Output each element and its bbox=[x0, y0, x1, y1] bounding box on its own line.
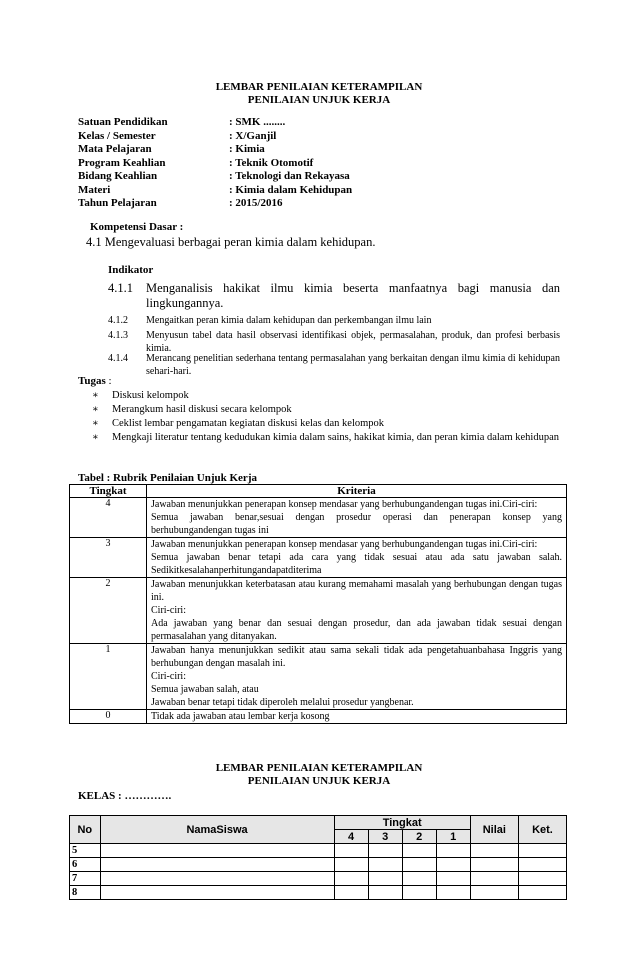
asterisk-bullet-icon: ∗ bbox=[92, 418, 99, 429]
ket-cell[interactable] bbox=[518, 886, 566, 900]
asterisk-bullet-icon: ∗ bbox=[92, 404, 99, 415]
row-number-cell: 8 bbox=[70, 886, 101, 900]
nilai-cell[interactable] bbox=[470, 844, 518, 858]
tingkat-cell[interactable] bbox=[436, 858, 470, 872]
kriteria-line: Semua jawaban benar,sesuai dengan prosedur operasi dan penerapan konsep yang berhubungandengan tugas ini bbox=[151, 512, 562, 536]
tingkat-cell[interactable] bbox=[436, 886, 470, 900]
info-label: Tahun Pelajaran bbox=[78, 197, 157, 209]
kriteria-cell bbox=[147, 578, 567, 644]
tingkat-cell[interactable] bbox=[334, 872, 368, 886]
info-label: Kelas / Semester bbox=[78, 129, 156, 142]
indikator-text: Menganalisis hakikat ilmu kimia beserta manfaatnya bagi manusia dan lingkungannya. bbox=[146, 281, 560, 310]
tingkat-cell: 2 bbox=[70, 578, 147, 644]
kriteria-line: Jawaban hanya menunjukkan sedikit atau sama sekali tidak ada pengetahuanbahasa Inggris yang berhubungan dengan masalah ini. bbox=[151, 645, 562, 669]
kriteria-line: Semua jawaban salah, atau bbox=[151, 684, 259, 695]
indikator-number: 4.1.1 bbox=[108, 281, 133, 295]
indikator-number: 4.1.2 bbox=[108, 315, 128, 326]
tugas-label-text: Tugas bbox=[78, 375, 106, 387]
tingkat-cell: 4 bbox=[70, 498, 147, 538]
ket-cell[interactable] bbox=[518, 844, 566, 858]
row-number-cell: 6 bbox=[70, 858, 101, 872]
table-row bbox=[70, 886, 567, 900]
kriteria-line: Jawaban benar tetapi tidak diperoleh melalui prosedur yangbenar. bbox=[151, 697, 414, 708]
info-value: : SMK ........ bbox=[229, 116, 286, 128]
info-label: Bidang Keahlian bbox=[78, 170, 158, 182]
info-row-satuan bbox=[78, 116, 352, 130]
ket-cell[interactable] bbox=[518, 872, 566, 886]
info-row-tahun bbox=[78, 197, 352, 211]
info-label: Materi bbox=[78, 183, 111, 196]
info-value: : Kimia dalam Kehidupan bbox=[229, 183, 353, 196]
info-value: : Teknik Otomotif bbox=[229, 156, 314, 169]
indikator-number: 4.1.4 bbox=[108, 353, 128, 364]
kompetensi-text: 4.1 Mengevaluasi berbagai peran kimia dalam kehidupan. bbox=[86, 235, 376, 249]
info-label: Mata Pelajaran bbox=[78, 143, 152, 155]
tingkat-cell[interactable] bbox=[334, 886, 368, 900]
column-header-tingkat: Tingkat bbox=[70, 485, 147, 498]
tugas-list bbox=[92, 389, 560, 445]
table-row bbox=[70, 858, 567, 872]
tingkat-cell[interactable] bbox=[334, 844, 368, 858]
indikator-item bbox=[108, 314, 560, 327]
list-item bbox=[92, 417, 560, 431]
info-value: : Kimia bbox=[229, 143, 265, 155]
tingkat-cell[interactable] bbox=[368, 844, 402, 858]
nama-cell[interactable] bbox=[100, 858, 334, 872]
rubrik-table bbox=[69, 484, 567, 724]
info-label: Satuan Pendidikan bbox=[78, 116, 168, 128]
second-title: LEMBAR PENILAIAN KETERAMPILAN bbox=[215, 762, 423, 774]
table-row bbox=[70, 498, 567, 538]
tingkat-cell[interactable] bbox=[368, 858, 402, 872]
nama-cell[interactable] bbox=[100, 844, 334, 858]
tingkat-cell[interactable] bbox=[402, 844, 436, 858]
info-row-mapel bbox=[78, 143, 352, 157]
tingkat-cell: 1 bbox=[70, 644, 147, 710]
kriteria-line: Jawaban menunjukkan penerapan konsep mendasar yang berhubungandengan tugas ini.Ciri-ciri: bbox=[151, 539, 538, 550]
info-row-kelas bbox=[78, 130, 352, 144]
column-header-tingkat: Tingkat bbox=[334, 816, 470, 830]
nilai-cell[interactable] bbox=[470, 872, 518, 886]
kriteria-line: Tidak ada jawaban atau lembar kerja kosong bbox=[151, 711, 330, 722]
info-row-materi bbox=[78, 184, 352, 198]
row-number-cell: 5 bbox=[70, 844, 101, 858]
info-value: : 2015/2016 bbox=[229, 197, 283, 209]
indikator-text: Menyusun tabel data hasil observasi identifikasi objek, permasalahan, produk, dan profesi berbasis kimia. bbox=[146, 330, 560, 354]
info-value: : X/Ganjil bbox=[229, 129, 277, 142]
kriteria-cell bbox=[147, 710, 567, 724]
table-row bbox=[70, 710, 567, 724]
tugas-item-text: Ceklist lembar pengamatan kegiatan diskusi kelas dan kelompok bbox=[112, 418, 385, 429]
tugas-label bbox=[78, 375, 112, 387]
table-row bbox=[70, 844, 567, 858]
second-subtitle: PENILAIAN UNJUK KERJA bbox=[247, 775, 391, 787]
kriteria-line: Ada jawaban yang benar dan sesuai dengan prosedur, dan ada jawaban tidak sesuai dengan permasalahan yang ditanyakan. bbox=[151, 618, 562, 642]
indikator-item bbox=[108, 352, 560, 378]
tingkat-level-header: 2 bbox=[402, 830, 436, 844]
tingkat-cell[interactable] bbox=[334, 858, 368, 872]
tugas-item-text: Mengkaji literatur tentang kedudukan kimia dalam sains, hakikat kimia, dan peran kimia dalam kehidupan bbox=[112, 432, 559, 443]
column-header-nama: NamaSiswa bbox=[100, 816, 334, 844]
kriteria-cell bbox=[147, 538, 567, 578]
list-item bbox=[92, 431, 560, 445]
page-subtitle: PENILAIAN UNJUK KERJA bbox=[247, 94, 391, 106]
kriteria-line: Jawaban menunjukkan penerapan konsep mendasar yang berhubungandengan tugas ini.Ciri-ciri: bbox=[151, 499, 538, 510]
info-value: : Teknologi dan Rekayasa bbox=[229, 170, 350, 182]
tingkat-level-header: 4 bbox=[334, 830, 368, 844]
table-row bbox=[70, 872, 567, 886]
kriteria-line: Ciri-ciri: bbox=[151, 605, 186, 616]
table-row bbox=[70, 578, 567, 644]
kriteria-line: Jawaban menunjukkan keterbatasan atau kurang memahami masalah yang berhubungan dengan tugas ini. bbox=[151, 579, 562, 603]
tugas-item-text: Diskusi kelompok bbox=[112, 390, 189, 401]
nilai-cell[interactable] bbox=[470, 858, 518, 872]
tingkat-cell[interactable] bbox=[436, 872, 470, 886]
asterisk-bullet-icon: ∗ bbox=[92, 432, 99, 443]
indikator-text: Merancang penelitian sederhana tentang permasalahan yang berkaitan dengan ilmu kimia di kehidupan sehari-hari. bbox=[146, 353, 560, 377]
kriteria-line: Ciri-ciri: bbox=[151, 671, 186, 682]
tingkat-cell[interactable] bbox=[402, 872, 436, 886]
kriteria-line: Semua jawaban benar tetapi ada cara yang tidak sesuai atau ada satu jawaban salah. Sedikitkesalahanperhitungandapatditerima bbox=[151, 552, 562, 576]
indikator-label: Indikator bbox=[108, 264, 154, 276]
indikator-item bbox=[108, 281, 560, 311]
tingkat-level-header: 1 bbox=[436, 830, 470, 844]
nilai-cell[interactable] bbox=[470, 886, 518, 900]
tugas-colon: : bbox=[105, 375, 112, 387]
list-item bbox=[92, 403, 560, 417]
table-header-row bbox=[70, 485, 567, 498]
indikator-number: 4.1.3 bbox=[108, 330, 128, 341]
list-item bbox=[92, 389, 560, 403]
tingkat-cell: 0 bbox=[70, 710, 147, 724]
nama-cell[interactable] bbox=[100, 886, 334, 900]
indikator-text: Mengaitkan peran kimia dalam kehidupan dan perkembangan ilmu lain bbox=[146, 315, 432, 326]
page-title: LEMBAR PENILAIAN KETERAMPILAN bbox=[215, 81, 423, 93]
table-row bbox=[70, 538, 567, 578]
tugas-item-text: Merangkum hasil diskusi secara kelompok bbox=[112, 404, 292, 415]
tingkat-cell[interactable] bbox=[436, 844, 470, 858]
identity-block bbox=[78, 116, 352, 211]
column-header-kriteria: Kriteria bbox=[147, 485, 567, 498]
kriteria-cell bbox=[147, 644, 567, 710]
kelas-label: KELAS : …………. bbox=[78, 790, 172, 802]
column-header-ket: Ket. bbox=[518, 816, 566, 844]
row-number-cell: 7 bbox=[70, 872, 101, 886]
tingkat-level-header: 3 bbox=[368, 830, 402, 844]
nilai-table bbox=[69, 815, 567, 900]
column-header-nilai: Nilai bbox=[470, 816, 518, 844]
info-row-program bbox=[78, 157, 352, 171]
tingkat-cell[interactable] bbox=[402, 886, 436, 900]
tingkat-cell[interactable] bbox=[402, 858, 436, 872]
table-header-row bbox=[70, 816, 567, 830]
kriteria-cell bbox=[147, 498, 567, 538]
info-label: Program Keahlian bbox=[78, 156, 166, 169]
ket-cell[interactable] bbox=[518, 858, 566, 872]
kompetensi-label: Kompetensi Dasar : bbox=[90, 221, 184, 233]
column-header-no: No bbox=[70, 816, 101, 844]
info-row-bidang bbox=[78, 170, 352, 184]
tingkat-cell[interactable] bbox=[368, 872, 402, 886]
nama-cell[interactable] bbox=[100, 872, 334, 886]
asterisk-bullet-icon: ∗ bbox=[92, 390, 99, 401]
table-row bbox=[70, 644, 567, 710]
tingkat-cell: 3 bbox=[70, 538, 147, 578]
rubrik-caption: Tabel : Rubrik Penilaian Unjuk Kerja bbox=[78, 472, 257, 484]
tingkat-cell[interactable] bbox=[368, 886, 402, 900]
